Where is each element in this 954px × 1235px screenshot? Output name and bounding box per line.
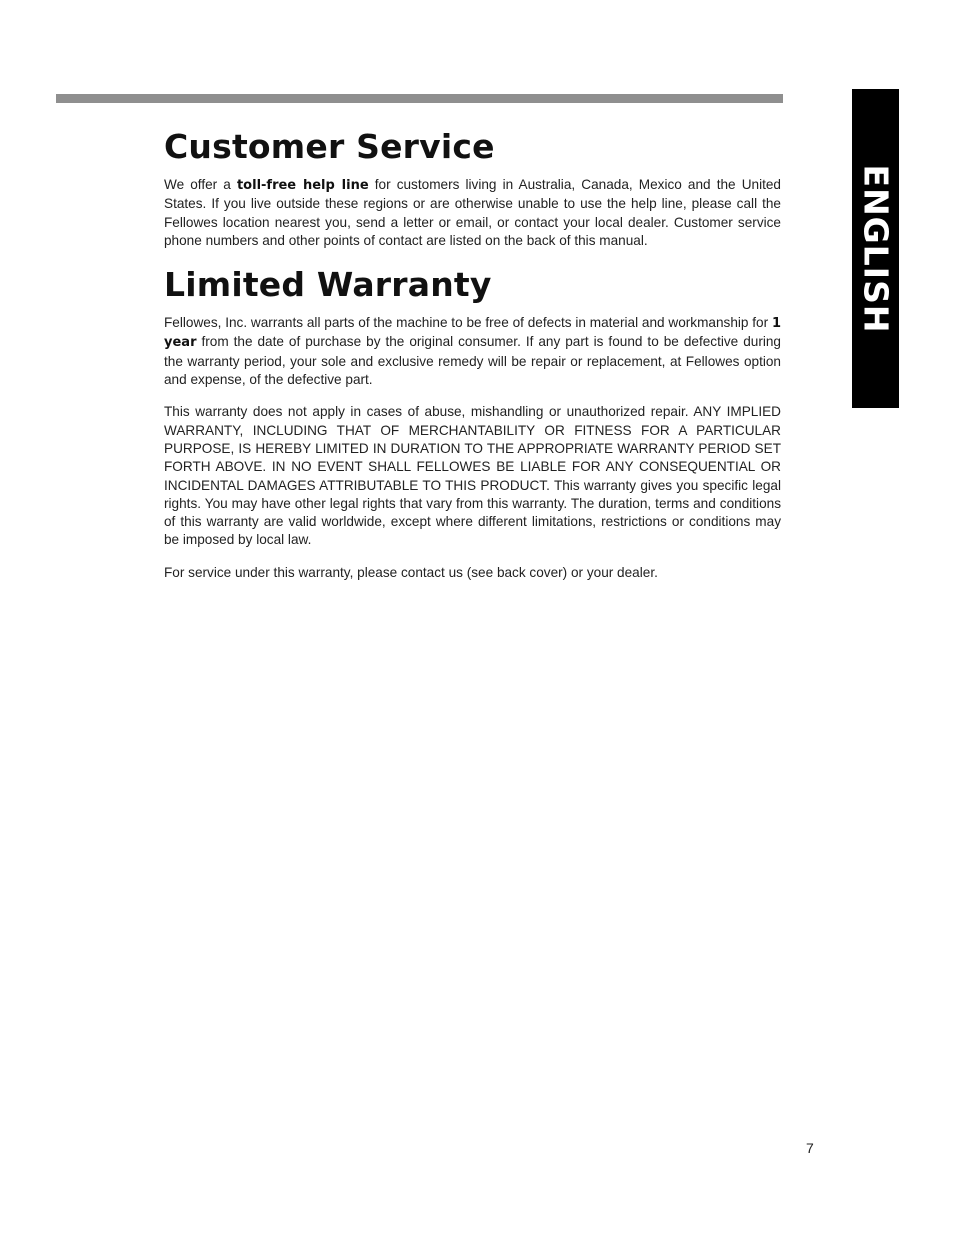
page-content <box>164 126 781 596</box>
warranty-paragraph-1 <box>164 314 781 389</box>
warranty-p1-rest: from the date of purchase by the original consumer. If any part is found to be defective during the warranty period, your sole and exclusive remedy will be repair or replacement, at Fellowes option and expense, of the defective part. <box>164 334 781 388</box>
language-tab-label: ENGLISH <box>856 164 895 333</box>
warranty-paragraph-3: For service under this warranty, please contact us (see back cover) or your dealer. <box>164 564 658 580</box>
cs-text-lead: We offer a <box>164 177 237 192</box>
cs-help-line-bold: toll-free help line <box>236 178 369 193</box>
page-number: 7 <box>806 1140 814 1156</box>
warranty-p1-lead: Fellowes, Inc. warrants all parts of the machine to be free of defects in material and workmanship for <box>164 315 772 331</box>
header-rule <box>56 94 783 103</box>
warranty-period-bold: 1 year <box>164 316 781 351</box>
warranty-paragraph-2: This warranty does not apply in cases of abuse, mishandling or unauthorized repair. ANY IMPLIED WARRANTY, INCLUDING THAT OF MERCHANTABILITY OR FITNESS FOR A PARTICULAR PURPOSE, IS HEREBY LIMITED IN DURATION TO THE APPROPRIATE WARRANTY PERIOD SET FORTH ABOVE. IN NO EVENT SHALL FELLOWES BE LIABLE FOR ANY CONSEQUENTIAL OR INCIDENTAL DAMAGES ATTRIBUTABLE TO THIS PRODUCT. This warranty gives you specific legal rights. You may have other legal rights that vary from this warranty. The duration, terms and conditions of this warranty are valid worldwide, except where different limitations, restrictions or conditions may be imposed by local law. <box>164 404 781 548</box>
cs-text-rest: for customers living in Australia, Canada, Mexico and the United States. If you live outside these regions or are otherwise unable to use the help line, please call the Fellowes location nearest you, send a letter or email, or contact your local dealer. Customer service phone numbers and other points of contact are listed on the back of this manual. <box>164 177 781 248</box>
customer-service-heading: Customer Service <box>164 127 495 166</box>
language-tab <box>852 89 899 408</box>
customer-service-paragraph <box>164 176 781 250</box>
limited-warranty-heading: Limited Warranty <box>164 265 492 305</box>
